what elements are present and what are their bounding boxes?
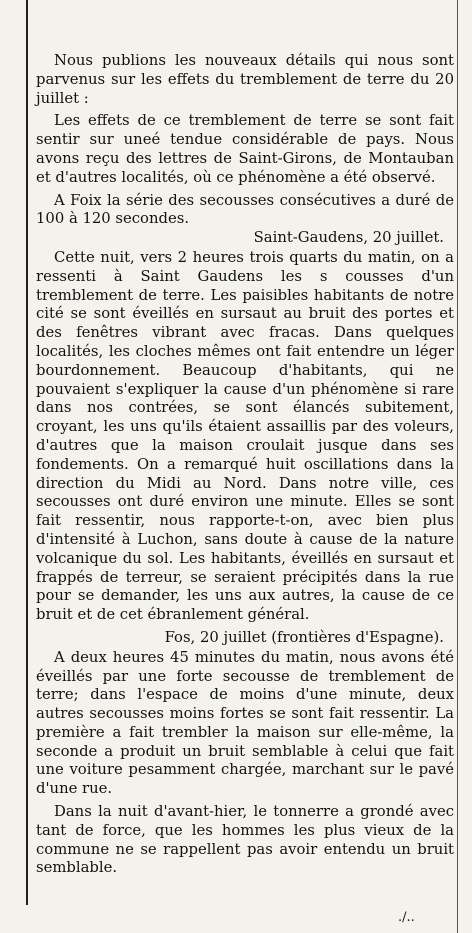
article-column xyxy=(36,52,454,882)
paragraph-fos-2: Dans la nuit d'avant-hier, le tonnerre a grondé avec tant de force, que les hommes les plus vieux de la commune ne se rappellent pas avoir entendu un bruit semblable. xyxy=(36,803,454,877)
intro-paragraph: Nous publions les nouveaux détails qui nous sont parvenus sur les effets du tremblement de terre du 20 juillet : xyxy=(36,52,454,107)
paragraph-extent: Les effets de ce tremblement de terre se sont fait sentir sur uneé tendue considérable de pays. Nous avons reçu des lettres de Saint-Girons, de Montauban et d'autres localités, où ce phénomène a été observé. xyxy=(36,112,454,186)
column-rule-left xyxy=(26,0,28,905)
column-rule-right xyxy=(457,0,458,933)
paragraph-foix: A Foix la série des secousses consécutives a duré de 100 à 120 secondes. xyxy=(36,191,454,228)
dateline-saint-gaudens: Saint-Gaudens, 20 juillet. xyxy=(253,229,444,247)
paragraph-fos-1: A deux heures 45 minutes du matin, nous avons été éveillés par une forte secousse de tremblement de terre; dans l'espace de moins d'une minute, deux autres secousses moins fortes se sont fait ressentir. La première a fait trembler la maison sur elle-même, la seconde a produit un bruit semblable à celui que fait une voiture pesamment chargée, marchant sur le pavé d'une rue. xyxy=(36,648,454,798)
paragraph-saint-gaudens: Cette nuit, vers 2 heures trois quarts du matin, on a ressenti à Saint Gaudens les s cousses d'un tremblement de terre. Les paisibles habitants de notre cité se sont éveillés en sursaut au bruit des portes et des fenêtres vibrant avec fracas. Dans quelques localités, les cloches mêmes ont fait entendre un léger bourdonnement. Beaucoup d'habitants, qui ne pouvaient s'expliquer la cause d'un phénomène si rare dans nos contrées, se sont élancés subitement, croyant, les uns qu'ils étaient assaillis par des voleurs, d'autres que la maison croulait jusque dans ses fondements. On a remarqué huit oscillations dans la direction du Midi au Nord. Dans notre ville, ces secousses ont duré environ une minute. Elles se sont fait ressentir, nous rapporte-t-on, avec bien plus d'intensité à Luchon, sans doute à cause de la nature volcanique du sol. Les habitants, éveillés en sursaut et frappés de terreur, se seraient précipités dans la rue pour se demander, les uns aux autres, la cause de ce bruit et de cet ébranlement général. xyxy=(36,248,454,624)
end-mark: ./.. xyxy=(398,910,415,925)
dateline-fos: Fos, 20 juillet (frontières d'Espagne). xyxy=(164,628,444,646)
